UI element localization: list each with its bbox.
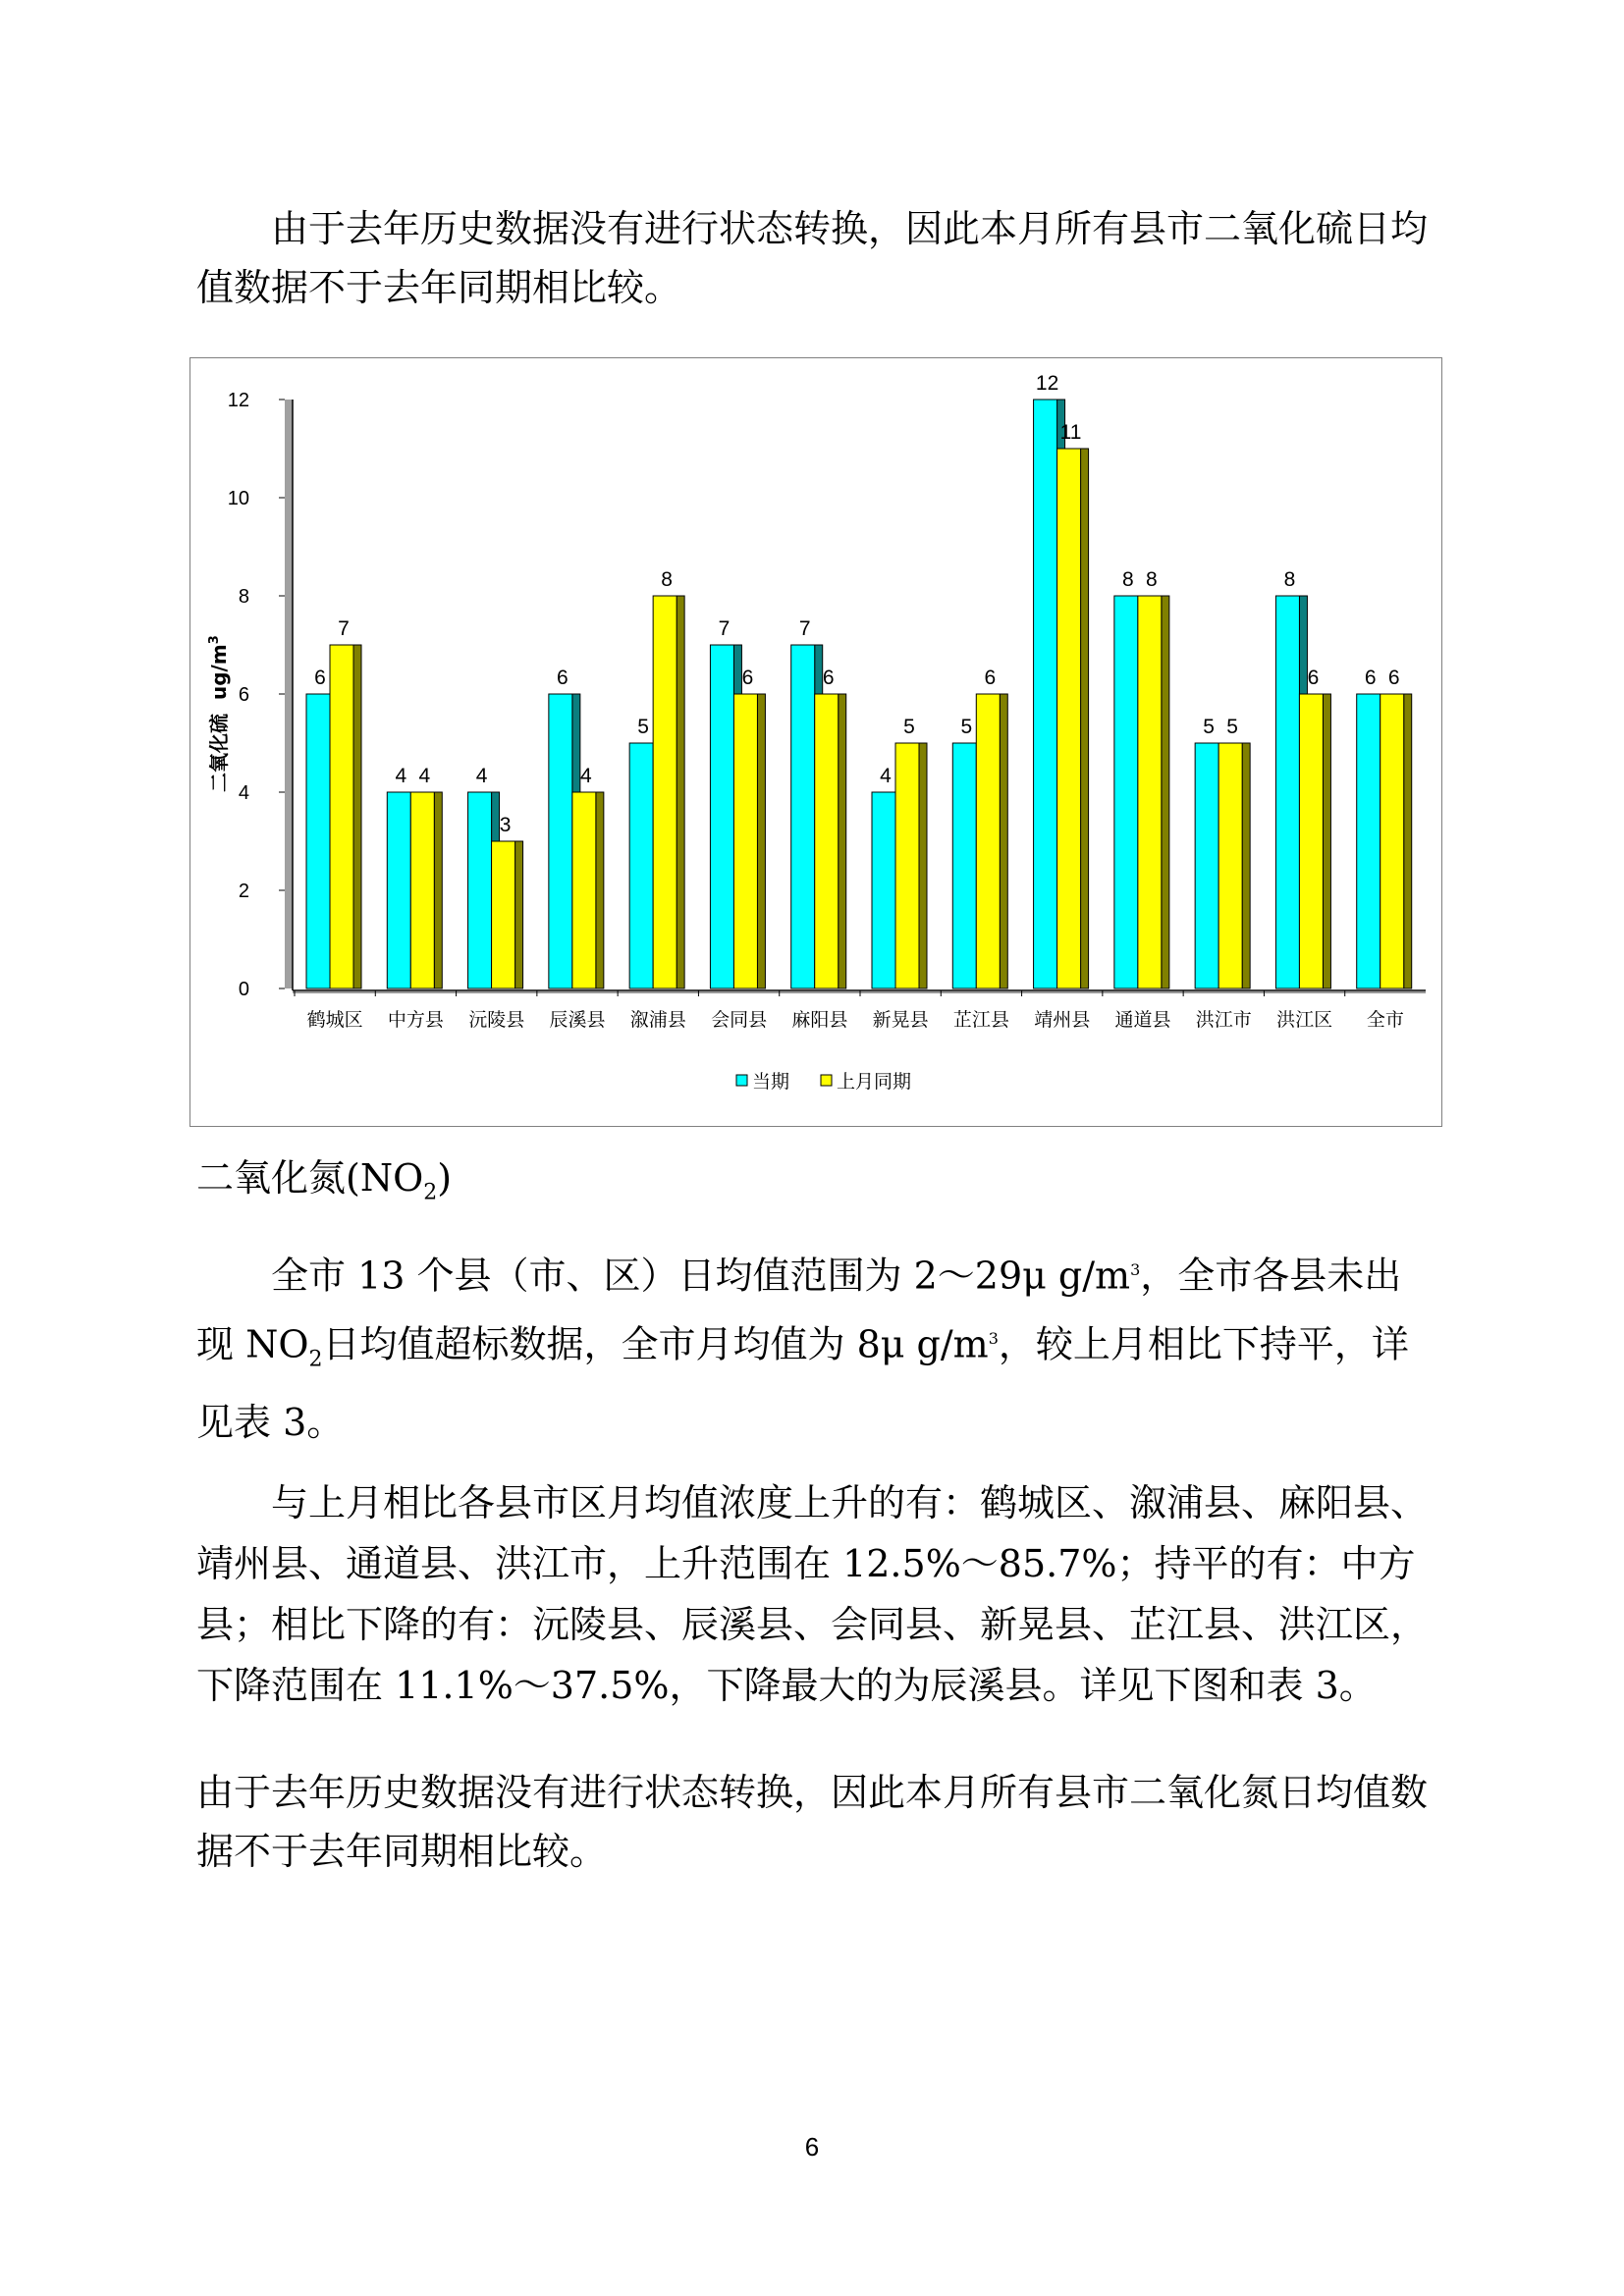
section-heading-no2 xyxy=(196,1148,452,1223)
bar-current-8 xyxy=(952,743,976,988)
bar-last-month-10 xyxy=(1138,596,1162,988)
bar-current-9 xyxy=(1034,400,1057,988)
bar-current-12 xyxy=(1275,596,1299,988)
heading-close: ) xyxy=(437,1156,453,1200)
paragraph-no2-comparison: 与上月相比各县市区月均值浓度上升的有：鹤城区、溆浦县、麻阳县、靖州县、通道县、洪江市，上升范围在 12.5%～85.7%；持平的有：中方县；相比下降的有：沅陵县、辰溪县、会同县、新晃县、芷江县、洪江区，下降范围在 11.1%～37.5%，下降最大的为辰溪县。详见下图和表 3。 xyxy=(196,1481,1429,1707)
y-tick-label: 4 xyxy=(238,782,249,804)
data-label: 6 xyxy=(822,667,835,689)
data-label: 4 xyxy=(475,765,488,787)
paragraph-no2-note: 由于去年历史数据没有进行状态转换，因此本月所有县市二氧化氮日均值数据不于去年同期相比较。 xyxy=(196,1771,1429,1873)
paragraph-no2-range xyxy=(196,1239,1434,1454)
data-label: 4 xyxy=(580,765,592,787)
data-label: 12 xyxy=(1035,372,1059,395)
bar-last-month-7 xyxy=(895,743,919,988)
y-axis-title: 二氧化硫$ug/m^3$ xyxy=(207,635,231,792)
data-label: 6 xyxy=(1307,667,1320,689)
legend-swatch-0 xyxy=(736,1075,747,1086)
page-number: 6 xyxy=(804,2132,820,2162)
bar-last-month-9 xyxy=(1057,449,1081,988)
bar-last-month-1 xyxy=(410,792,434,988)
bar-side xyxy=(757,694,765,988)
bar-current-3 xyxy=(549,694,572,988)
x-category-label: 溆浦县 xyxy=(629,1009,686,1031)
data-label: 6 xyxy=(1364,667,1377,689)
y-tick-label: 6 xyxy=(238,684,249,706)
chart-canvas xyxy=(190,358,1443,1128)
heading-subscript: 2 xyxy=(423,1180,438,1205)
bar-last-month-13 xyxy=(1380,694,1404,988)
data-label: 3 xyxy=(499,814,512,836)
bar-last-month-0 xyxy=(330,645,353,988)
data-label: 4 xyxy=(880,765,892,787)
bar-last-month-2 xyxy=(492,841,515,988)
bar-last-month-8 xyxy=(976,694,1000,988)
bar-current-11 xyxy=(1195,743,1218,988)
paragraph-so2-note: 由于去年历史数据没有进行状态转换，因此本月所有县市二氧化硫日均值数据不于去年同期相比较。 xyxy=(196,207,1429,309)
data-label: 5 xyxy=(1226,716,1238,738)
bar-current-0 xyxy=(306,694,330,988)
y-tick-label: 2 xyxy=(238,881,249,902)
data-label: 6 xyxy=(557,667,568,689)
data-label: 8 xyxy=(1146,568,1158,591)
x-category-label: 全市 xyxy=(1366,1009,1404,1031)
x-category-label: 芷江县 xyxy=(952,1009,1009,1031)
p2-sub1: 2 xyxy=(308,1346,323,1371)
bar-current-5 xyxy=(710,645,733,988)
data-label: 5 xyxy=(1203,716,1215,738)
data-label: 11 xyxy=(1059,421,1082,444)
bar-current-13 xyxy=(1357,694,1380,988)
x-category-label: 会同县 xyxy=(711,1009,768,1031)
x-category-label: 辰溪县 xyxy=(549,1009,606,1031)
y-tick-label: 10 xyxy=(227,488,249,509)
bar-side xyxy=(1323,694,1330,988)
bar-side xyxy=(1081,449,1089,988)
x-category-label: 洪江市 xyxy=(1195,1009,1252,1031)
bar-current-1 xyxy=(387,792,410,988)
legend-label-0: 当期 xyxy=(752,1071,790,1093)
data-label: 6 xyxy=(984,667,997,689)
legend-label-1: 上月同期 xyxy=(837,1071,912,1093)
x-category-label: 鹤城区 xyxy=(306,1009,363,1031)
data-label: 8 xyxy=(661,568,673,591)
data-label: 5 xyxy=(637,716,649,738)
p2-sup1: 3 xyxy=(1130,1260,1141,1279)
bar-current-6 xyxy=(791,645,815,988)
data-label: 4 xyxy=(418,765,431,787)
bar-last-month-12 xyxy=(1299,694,1323,988)
bar-current-2 xyxy=(468,792,492,988)
y-axis-wall xyxy=(285,400,293,988)
bar-current-4 xyxy=(629,743,653,988)
p2-part2: ，全市各县未出现 NO xyxy=(196,1254,1402,1366)
x-category-label: 麻阳县 xyxy=(791,1009,848,1031)
bar-side xyxy=(353,645,361,988)
data-label: 6 xyxy=(314,667,326,689)
data-label: 5 xyxy=(960,716,973,738)
p2-part1: 全市 13 个县（市、区）日均值范围为 2～29μ g/m xyxy=(271,1254,1131,1298)
x-category-label: 沅陵县 xyxy=(468,1009,525,1031)
bar-side xyxy=(1404,694,1412,988)
bar-side xyxy=(677,596,684,988)
bar-current-10 xyxy=(1114,596,1138,988)
x-category-label: 新晃县 xyxy=(872,1009,929,1031)
data-label: 5 xyxy=(903,716,915,738)
x-category-label: 通道县 xyxy=(1114,1009,1171,1031)
so2-bar-chart xyxy=(189,357,1442,1127)
bar-side xyxy=(515,841,523,988)
y-tick-label: 8 xyxy=(238,586,249,608)
bar-last-month-3 xyxy=(572,792,596,988)
bar-side xyxy=(839,694,846,988)
data-label: 4 xyxy=(395,765,407,787)
data-label: 7 xyxy=(718,617,731,640)
data-label: 8 xyxy=(1283,568,1296,591)
data-label: 7 xyxy=(338,617,350,640)
x-category-label: 洪江区 xyxy=(1276,1009,1333,1031)
bar-side xyxy=(596,792,604,988)
data-label: 6 xyxy=(1387,667,1400,689)
data-label: 8 xyxy=(1122,568,1134,591)
p2-part3: 日均值超标数据，全市月均值为 8μ g/m xyxy=(322,1322,989,1366)
p2-part4: ，较上月相比下持平，详见表 3。 xyxy=(196,1322,1409,1444)
legend-swatch-1 xyxy=(821,1075,832,1086)
x-category-label: 靖州县 xyxy=(1034,1009,1091,1031)
bar-side xyxy=(1242,743,1250,988)
data-label: 6 xyxy=(741,667,754,689)
bar-side xyxy=(434,792,442,988)
x-category-label: 中方县 xyxy=(387,1009,444,1031)
y-tick-label: 0 xyxy=(238,979,249,1000)
bar-last-month-6 xyxy=(815,694,839,988)
data-label: 7 xyxy=(798,617,811,640)
bar-current-7 xyxy=(872,792,895,988)
p2-sup2: 3 xyxy=(988,1328,999,1348)
bar-last-month-11 xyxy=(1218,743,1242,988)
bar-last-month-4 xyxy=(653,596,677,988)
bar-side xyxy=(1162,596,1169,988)
bar-last-month-5 xyxy=(733,694,757,988)
heading-text: 二氧化氮(NO xyxy=(196,1156,424,1200)
bar-side xyxy=(919,743,927,988)
bar-side xyxy=(1000,694,1007,988)
y-tick-label: 12 xyxy=(227,390,249,411)
